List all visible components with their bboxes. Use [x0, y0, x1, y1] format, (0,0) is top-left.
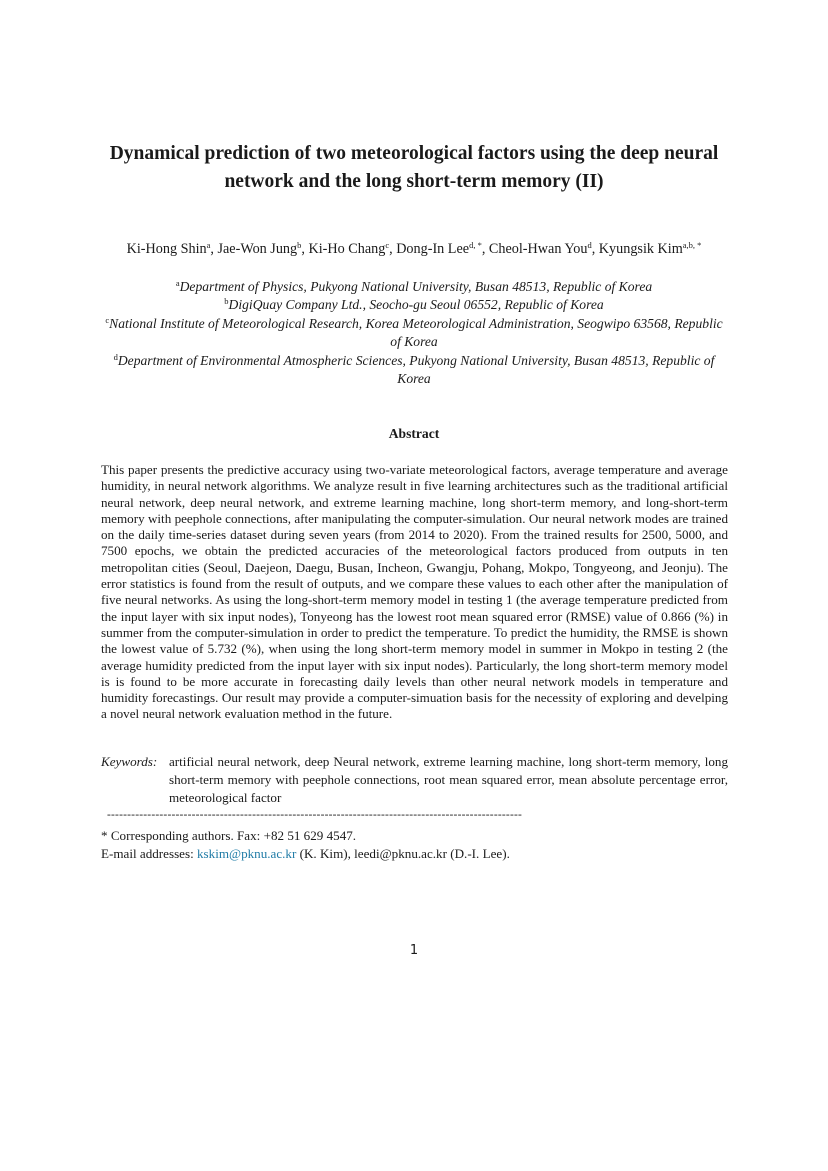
- author-name: Kyungsik Kim: [598, 241, 683, 257]
- affiliation-text: National Institute of Meteorological Research, Korea Meteorological Administration, Seogwipo 63568, Republic of Korea: [109, 315, 723, 350]
- author-affiliation-mark: c: [385, 240, 390, 250]
- email-link-kim[interactable]: kskim@pknu.ac.kr: [197, 846, 297, 862]
- affiliation-item: [100, 296, 728, 314]
- author-affiliation-mark: a,b, *: [682, 240, 702, 250]
- affiliation-text: Department of Physics, Pukyong National University, Busan 48513, Republic of Korea: [179, 279, 653, 294]
- abstract-heading: Abstract: [388, 426, 440, 441]
- title-line-2: network and the long short-term memory (II): [224, 171, 604, 192]
- email-address-lee: leedi@pknu.ac.kr: [354, 846, 447, 862]
- author-affiliation-mark: d, *: [469, 240, 482, 250]
- author-affiliation-mark: b: [297, 240, 302, 250]
- paper-title: [60, 140, 768, 196]
- author-name: Dong-In Lee: [396, 241, 470, 257]
- affiliation-item: [100, 352, 728, 389]
- abstract-text: This paper presents the predictive accuracy using two-variate meteorological factors, average temperature and average humidity, in neural network algorithms. We analyze result in five learning architectures such as the traditional artificial neural network, deep neural network, and extreme learning machine, long short-term memory, and long-short-term memory with peephole connections, after manipulating the computer-simulation. Our neural network modes are trained on the daily time-series dataset during seven years (from 2014 to 2020). From the trained results for 2500, 5000, and 7500 epochs, we obtain the predicted accuracies of the meteorological factors produced from outputs in ten metropolitan cities (Seoul, Daejeon, Daegu, Busan, Incheon, Gwangju, Pohang, Mokpo, Tongyeong, and Jeonju). The error statistics is found from the result of outputs, and we compare these values to each other after the manipulation of five neural networks. As using the long-short-term memory model in testing 1 (the average temperature predicted from the input layer with six input nodes), Tonyeong has the lowest root mean squared error (RMSE) value of 0.866 (%) in summer from the computer-simulation in order to predict the temperature. To predict the humidity, the RMSE is shown the lowest value of 5.732 (%), when using the long short-term memory model in summer in Mokpo in testing 2 (the average humidity predicted from the input layer with six input nodes). Particularly, the long short-term memory model is is found to be more accurate in forecasting daily levels than other neural network models in temperature and humidity forecastings. Our result may provide a computer-simuation basis for the necessity of exploring and develping a novel neural network evaluation method in the future.: [101, 462, 728, 722]
- author-list: Ki-Hong Shin$^a$, Jae-Won Jung$^b$, Ki-Ho Chang$^c$, Dong-In Lee$^{d, *}$, Cheol-Hwan You$^d$, Kyungsik Kim$^{a,b, *}$: [126, 240, 702, 257]
- affiliation-text: Department of Environmental Atmospheric Sciences, Pukyong National University, Busan 48513, Republic of Korea: [117, 352, 715, 387]
- title-line-1: Dynamical prediction of two meteorological factors using the deep neural: [109, 143, 719, 164]
- affiliation-mark: d: [113, 351, 118, 362]
- author-affiliation-mark: d: [587, 240, 592, 250]
- footnote: [101, 827, 728, 864]
- affiliation-mark: c: [105, 314, 110, 325]
- author-name: Cheol-Hwan You: [488, 241, 588, 257]
- email-label: E-mail addresses:: [101, 846, 197, 862]
- affiliation-item: [100, 315, 728, 352]
- affiliation-mark: a: [175, 278, 180, 288]
- author-name: Ki-Ho Chang: [308, 241, 386, 257]
- affiliation-text: DigiQuay Company Ltd., Seocho-gu Seoul 06552, Republic of Korea: [228, 297, 604, 313]
- corresponding-author-note: * Corresponding authors. Fax: +82 51 629 4547.: [101, 828, 357, 843]
- keywords-label: Keywords:: [101, 754, 158, 769]
- keywords-section: [101, 753, 728, 808]
- keywords-list: artificial neural network, deep Neural network, extreme learning machine, long short-term memory, long short-term memory with peephole connections, root mean squared error, mean absolute percentage error, meteorological factor: [169, 754, 728, 806]
- author-name: Jae-Won Jung: [217, 241, 298, 257]
- page-number: 1: [409, 943, 419, 958]
- affiliation-list: [100, 278, 728, 388]
- author-name: Ki-Hong Shin: [126, 241, 207, 257]
- email-attribution: (D.-I. Lee).: [446, 846, 510, 862]
- affiliation-mark: b: [224, 296, 229, 307]
- author-affiliation-mark: a: [206, 240, 211, 250]
- affiliation-item: [100, 278, 728, 296]
- footnote-separator: -------------------------------------------------------------------------------------------------------: [107, 809, 523, 821]
- email-line: [101, 845, 728, 863]
- email-attribution: (K. Kim),: [296, 846, 355, 862]
